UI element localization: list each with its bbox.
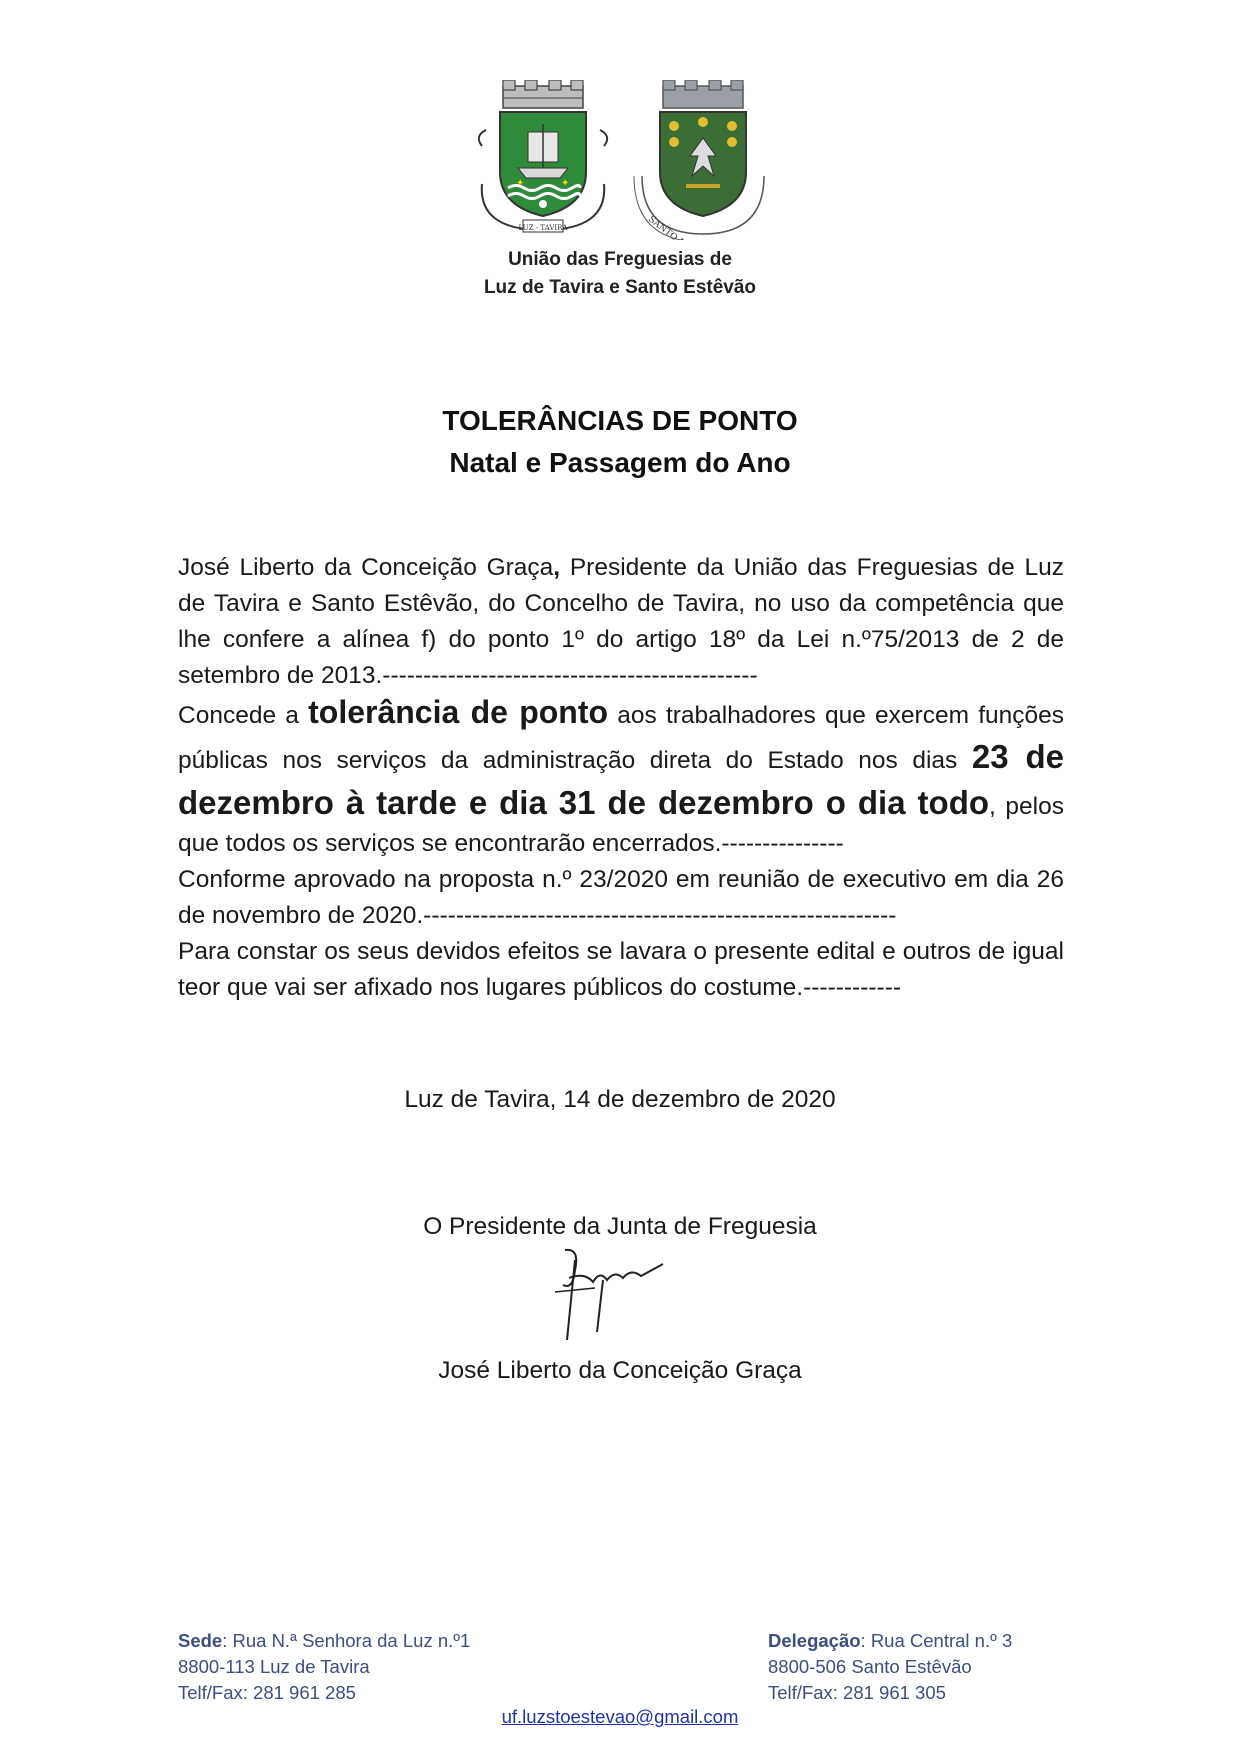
paragraph-president: [178, 550, 1064, 694]
svg-text:SANTO ESTÊVÃO - TAVIRA: [646, 213, 753, 240]
edital-body: [178, 550, 1064, 1006]
org-line-2: Luz de Tavira e Santo Estêvão: [483, 277, 757, 298]
crest-luz-tavira-icon: [468, 80, 618, 240]
document-title: [320, 400, 920, 484]
crests: [468, 80, 778, 240]
delegacao-phone: Telf/Fax: 281 961 305: [768, 1682, 946, 1703]
delegacao-label: Delegação: [768, 1630, 861, 1651]
sede-label: Sede: [178, 1630, 223, 1651]
president-comma: ,: [553, 554, 561, 581]
paragraph-posting: Para constar os seus devidos efeitos se lavara o presente edital e outros de igual teor que vai ser afixado nos lugares públicos do costume.------------: [178, 938, 1064, 1001]
svg-text:✦: ✦: [516, 178, 525, 189]
title-line-2: Natal e Passagem do Ano: [449, 447, 791, 478]
sede-address: : Rua N.ª Senhora da Luz n.º1: [222, 1630, 471, 1651]
date-line: Luz de Tavira, 14 de dezembro de 2020: [404, 1086, 836, 1113]
crest-santo-estevao-icon: [628, 80, 778, 240]
paragraph-tolerance: [178, 694, 1064, 862]
tolerance-intro: Concede a: [178, 702, 309, 729]
sede-phone: Telf/Fax: 281 961 285: [178, 1682, 356, 1703]
tolerance-workers: aos trabalhadores que exercem funções públicas nos serviços da administração direta do Estado nos dias: [178, 702, 1065, 774]
svg-text:LUZ - TAVIRA: LUZ - TAVIRA: [518, 224, 568, 232]
title-line-1: TOLERÂNCIAS DE PONTO: [442, 405, 798, 436]
president-name: José Liberto da Conceição Graça: [178, 554, 554, 581]
signatory-role: O Presidente da Junta de Freguesia: [423, 1213, 817, 1240]
paragraph-president-text: Presidente da União das Freguesias de Luz de Tavira e Santo Estêvão, do Concelho de Tavira, no uso da competência que lhe confere a alínea f) do ponto 1º do artigo 18º da Lei n.º75/2013 de 2 de setembro de 2013.----------------------------------------------: [178, 554, 1065, 689]
tolerance-closure: , pelos que todos os serviços se encontrarão encerrados.---------------: [178, 793, 1064, 857]
sede-address-line: [178, 1628, 558, 1654]
sede-postal: 8800-113 Luz de Tavira: [178, 1656, 370, 1677]
tolerance-term: tolerância de ponto: [308, 694, 609, 730]
handwritten-signature: [545, 1240, 695, 1350]
delegacao-address-line: [768, 1628, 1108, 1654]
svg-text:✦: ✦: [561, 178, 570, 189]
paragraph-approval: Conforme aprovado na proposta n.º 23/2020 em reunião de executivo em dia 26 de novembro de 2020.----------------------------------------------------------: [178, 866, 1064, 929]
organization-name: [420, 246, 820, 302]
footer-delegacao: [768, 1628, 1108, 1706]
signatory-name: José Liberto da Conceição Graça: [438, 1357, 802, 1384]
org-line-1: União das Freguesias de: [508, 249, 732, 270]
tolerance-dates: 23 de dezembro à tarde e dia 31 de dezembro o dia todo: [178, 738, 1064, 821]
delegacao-postal: 8800-506 Santo Estêvão: [768, 1656, 972, 1677]
email-link[interactable]: uf.luzstoestevao@gmail.com: [501, 1706, 739, 1727]
footer-sede: [178, 1628, 558, 1706]
delegacao-address: : Rua Central n.º 3: [860, 1630, 1013, 1651]
